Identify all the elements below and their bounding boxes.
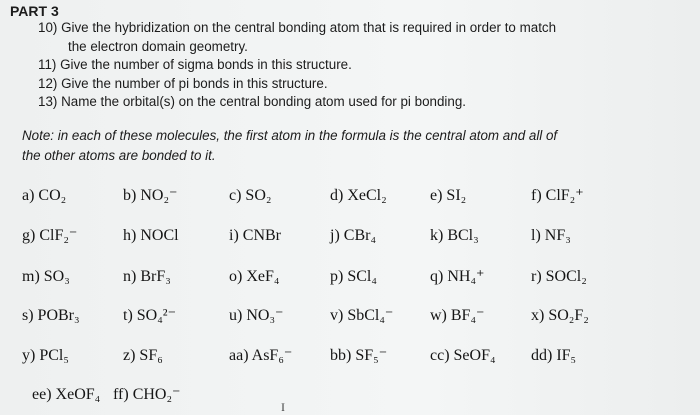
molecule-item: v) SbCl₄⁻: [330, 307, 394, 324]
molecule-item: a) CO₂: [22, 187, 67, 204]
molecule-item: s) POBr₃: [22, 307, 80, 324]
note-line-1: Note: in each of these molecules, the first atom in the formula is the central atom and all of: [22, 128, 558, 143]
text-cursor-icon: I: [281, 400, 285, 414]
question-12: 12) Give the number of pi bonds in this structure.: [38, 76, 328, 91]
molecule-item: q) NH₄⁺: [430, 268, 485, 285]
molecule-item: j) CBr₄: [330, 227, 377, 244]
molecule-item: z) SF₆: [123, 347, 163, 364]
molecule-item: b) NO₂⁻: [123, 187, 178, 204]
molecule-item: e) SI₂: [430, 187, 467, 204]
part-heading: PART 3: [10, 3, 59, 19]
molecule-item: dd) IF₅: [531, 347, 577, 364]
molecule-item: f) ClF₂⁺: [531, 187, 584, 204]
molecule-item: d) XeCl₂: [330, 187, 387, 204]
molecule-item: y) PCl₅: [22, 347, 69, 364]
question-13: 13) Name the orbital(s) on the central bonding atom used for pi bonding.: [38, 94, 467, 109]
molecule-item: ff) CHO₂⁻: [113, 386, 181, 403]
molecule-item: h) NOCl: [123, 227, 179, 244]
note-line-2: the other atoms are bonded to it.: [22, 148, 216, 163]
question-11: 11) Give the number of sigma bonds in this structure.: [38, 57, 352, 72]
molecule-item: g) ClF₂⁻: [22, 227, 78, 244]
molecule-item: m) SO₃: [22, 268, 70, 285]
molecule-item: n) BrF₃: [123, 268, 171, 285]
question-10: 10) Give the hybridization on the central bonding atom that is required in order to match: [38, 20, 557, 35]
molecule-item: bb) SF₅⁻: [330, 347, 388, 364]
molecule-item: aa) AsF₆⁻: [229, 347, 293, 364]
molecule-item: x) SO₂F₂: [531, 307, 589, 324]
molecule-item: k) BCl₃: [430, 227, 479, 244]
molecule-item: o) XeF₄: [229, 268, 280, 285]
molecule-item: l) NF₃: [531, 227, 571, 244]
molecule-item: cc) SeOF₄: [430, 347, 496, 364]
molecule-item: c) SO₂: [229, 187, 272, 204]
molecule-item: u) NO₃⁻: [229, 307, 284, 324]
molecule-item: r) SOCl₂: [531, 268, 587, 285]
molecule-item: p) SCl₄: [330, 268, 377, 285]
molecule-item: w) BF₄⁻: [430, 307, 485, 324]
question-10-cont: the electron domain geometry.: [68, 39, 248, 54]
molecule-item: ee) XeOF₄: [32, 386, 101, 403]
molecule-item: i) CNBr: [229, 227, 281, 244]
molecule-item: t) SO₄²⁻: [123, 307, 177, 324]
